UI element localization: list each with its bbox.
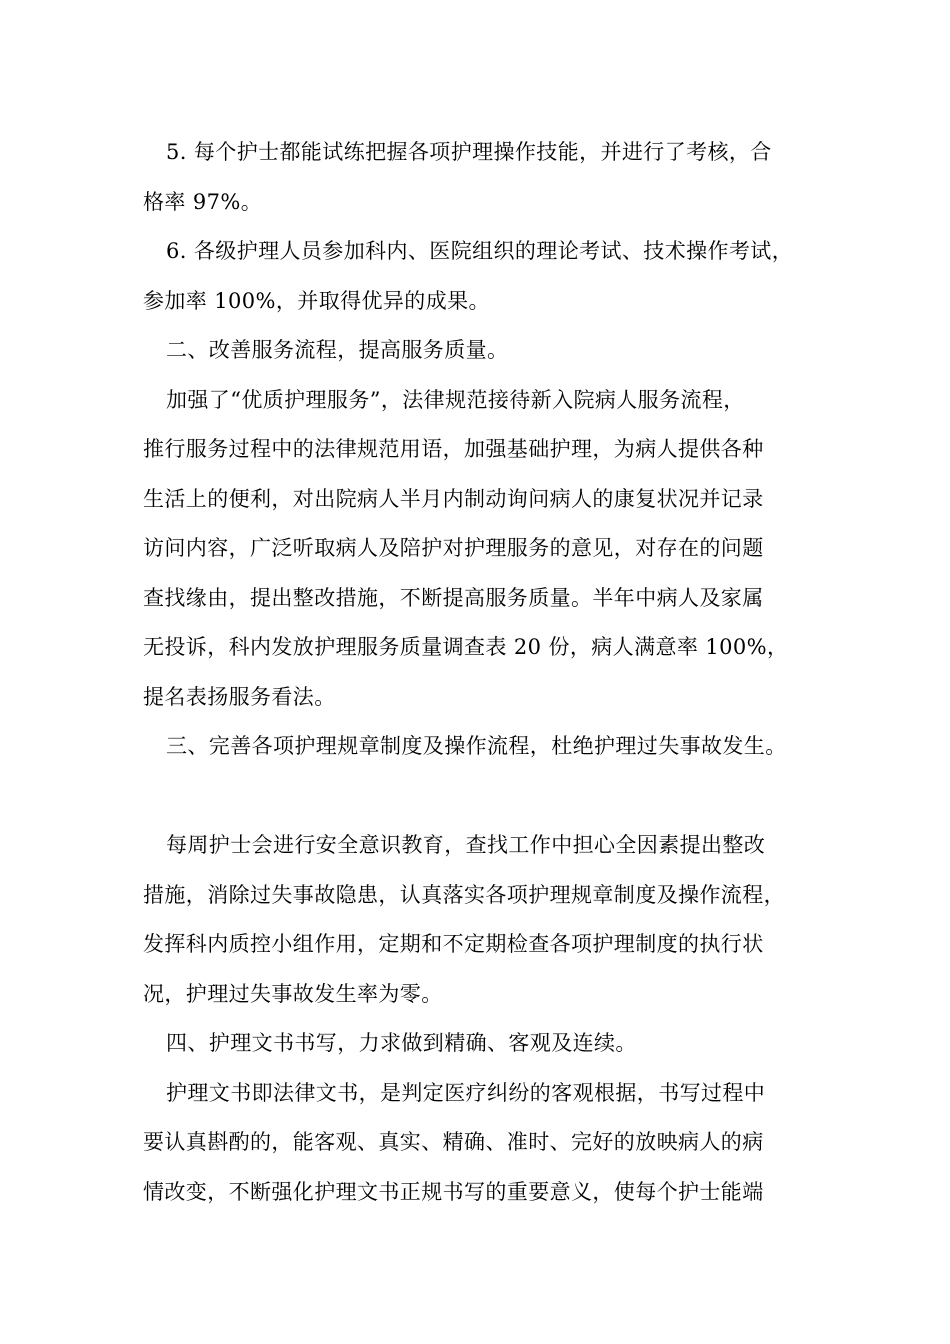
text-line: 二、改善服务流程，提高服务质量。 [166,338,509,362]
document-body [143,128,823,1217]
text-line: 格率 97%。 [143,189,263,214]
text-line: 护理文书即法律文书，是判定医疗纠纷的客观根据，书写过程中 [166,1080,766,1105]
text-line: 参加率 100%，并取得优异的成果。 [143,288,490,313]
text-line: 6. 各级护理人员参加科内、医院组织的理论考试、技术操作考试， [166,239,794,263]
text-line: 推行服务过程中的法律规范用语，加强基础护理，为病人提供各种 [143,437,764,461]
text-line: 四、护理文书书写，力求做到精确、客观及连续。 [166,1031,637,1055]
text-line: 5. 每个护士都能试练把握各项护理操作技能，并进行了考核，合 [166,140,772,164]
text-line: 无投诉，科内发放护理服务质量调查表 20 份，病人满意率 100%， [143,635,789,659]
text-line: 发挥科内质控小组作用，定期和不定期检查各项护理制度的执行状 [143,932,764,956]
text-line: 提名表扬服务看法。 [143,684,336,709]
text-line: 三、完善各项护理规章制度及操作流程，杜绝护理过失事故发生。 [166,734,787,758]
text-line: 况，护理过失事故发生率为零。 [143,981,443,1006]
text-line: 访问内容，广泛听取病人及陪护对护理服务的意见，对存在的问题 [143,536,764,560]
text-line: 加强了“优质护理服务”，法律规范接待新入院病人服务流程， [166,387,745,412]
text-line: 要认真斟酌的，能客观、真实、精确、准时、完好的放映病人的病 [143,1130,764,1154]
text-line: 情改变，不断强化护理文书正规书写的重要意义，使每个护士能端 [143,1179,764,1204]
text-line: 每周护士会进行安全意识教育，查找工作中担心全因素提出整改 [166,833,766,857]
text-line: 生活上的便利，对出院病人半月内制动询问病人的康复状况并记录 [143,486,764,511]
blank-line [143,772,823,822]
text-line: 查找缘由，提出整改措施，不断提高服务质量。半年中病人及家属 [143,585,764,610]
text-line: 措施，消除过失事故隐患，认真落实各项护理规章制度及操作流程， [143,882,785,907]
